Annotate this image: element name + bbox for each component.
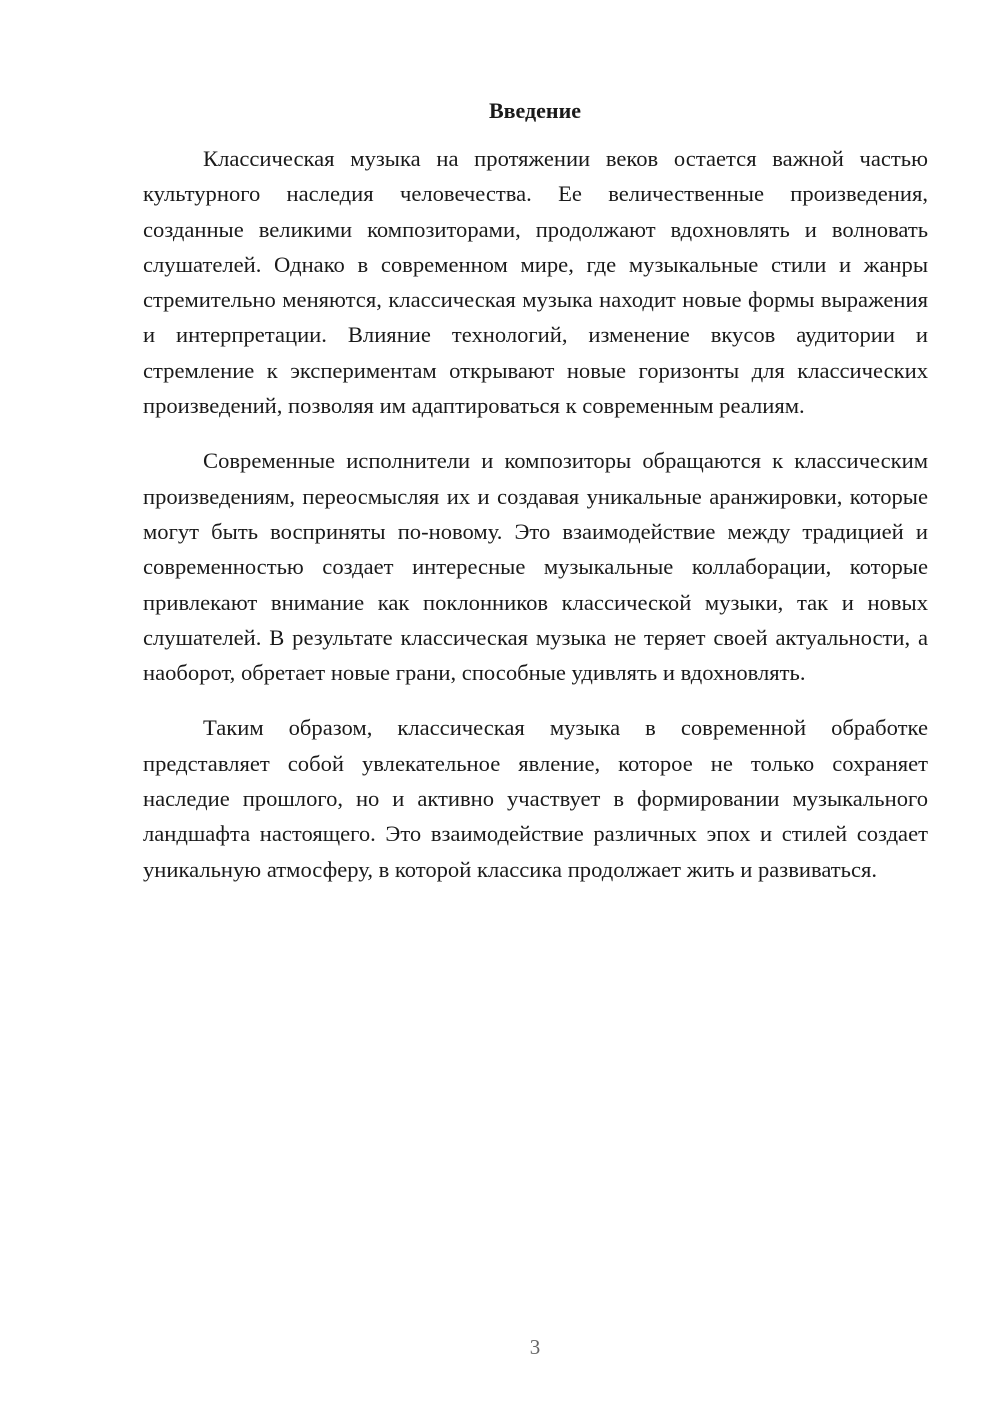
paragraph-3: Таким образом, классическая музыка в современной обработке представляет собой увлекательное явление, которое не только сохраняет наследие прошлого, но и активно участвует в формировании музыкального ландшафта настоящего. Это взаимодействие различных эпох и стилей создает уникальную атмосферу, в которой классика продолжает жить и развиваться. [143,715,928,882]
paragraph-1: Классическая музыка на протяжении веков остается важной частью культурного наследия человечества. Ее величественные произведения, созданные великими композиторами, продолжают вдохновлять и волновать слушателей. Однако в современном мире, где музыкальные стили и жанры стремительно меняются, классическая музыка находит новые формы выражения и интерпретации. Влияние технологий, изменение вкусов аудитории и стремление к экспериментам открывают новые горизонты для классических произведений, позволяя им адаптироваться к современным реалиям. [143,146,928,419]
section-heading: Введение [488,98,582,123]
page-number: 3 [529,1335,541,1359]
paragraph-2: Современные исполнители и композиторы обращаются к классическим произведениям, переосмысляя их и создавая уникальные аранжировки, которые могут быть восприняты по-новому. Это взаимодействие между традицией и современностью создает интересные музыкальные коллаборации, которые привлекают внимание как поклонников классической музыки, так и новых слушателей. В результате классическая музыка не теряет своей актуальности, а наоборот, обретает новые грани, способные удивлять и вдохновлять. [143,448,928,686]
body-text [143,141,928,907]
